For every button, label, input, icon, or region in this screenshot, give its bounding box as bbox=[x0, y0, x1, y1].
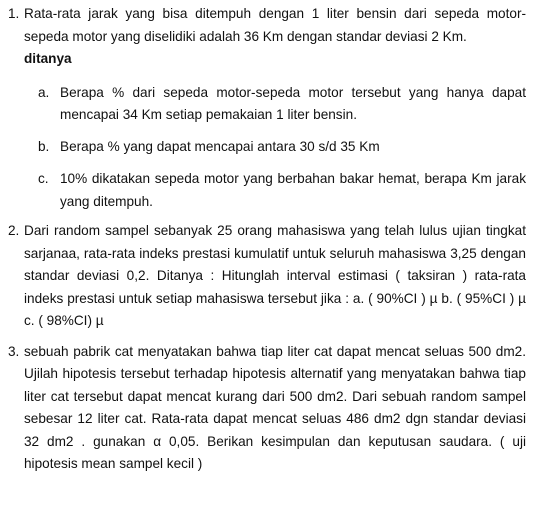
question-text: Rata-rata jarak yang bisa ditempuh dengan 1 liter bensin dari sepeda motor-sepeda motor yang diselidiki adalah 36 Km dengan standar deviasi 2 Km. bbox=[24, 6, 526, 44]
ditanya-label: ditanya bbox=[24, 51, 72, 66]
sub-question-letter: a. bbox=[38, 84, 50, 100]
sub-question-letter: b. bbox=[38, 138, 50, 154]
sub-question-text: Berapa % yang dapat mencapai antara 30 s/d 35 Km bbox=[60, 138, 380, 154]
question-1 bbox=[8, 3, 526, 213]
sub-question-b bbox=[24, 136, 526, 159]
sub-question-a bbox=[24, 82, 526, 127]
sub-question-c bbox=[24, 168, 526, 213]
sub-question-letter: c. bbox=[38, 171, 49, 186]
question-3 bbox=[8, 341, 526, 476]
question-number: 3. bbox=[8, 343, 20, 359]
question-2 bbox=[8, 220, 526, 333]
sub-question-text: Berapa % dari sepeda motor-sepeda motor tersebut yang hanya dapat mencapai 34 Km setiap pemakaian 1 liter bensin. bbox=[60, 84, 526, 122]
question-text: sebuah pabrik cat menyatakan bahwa tiap liter cat dapat mencat seluas 500 dm2. Ujilah hipotesis tersebut terhadap hipotesis alternatif yang menyatakan bahwa tiap liter cat tersebut dapat mencat kurang dari 500 dm2. Dari sebuah random sampel sebesar 12 liter cat. Rata-rata dapat mencat seluas 486 dm2 dgn standar deviasi 32 dm2 . gunakan α 0,05. Berikan kesimpulan dan keputusan saudara. ( uji hipotesis mean sampel kecil ) bbox=[24, 343, 526, 471]
sub-question-text: 10% dikatakan sepeda motor yang berbahan bakar hemat, berapa Km jarak yang ditempuh. bbox=[60, 171, 526, 209]
question-number: 2. bbox=[8, 223, 20, 238]
question-number: 1. bbox=[8, 6, 20, 21]
question-text: Dari random sampel sebanyak 25 orang mahasiswa yang telah lulus ujian tingkat sarjanaa, rata-rata indeks prestasi kumulatif untuk seluruh mahasiswa 3,25 dengan standar deviasi 0,2. Ditanya : Hitunglah interval estimasi ( taksiran ) rata-rata indeks prestasi untuk setiap mahasiswa tersebut jika : a. ( 90%CI ) µ b. ( 95%CI ) µ c. ( 98%CI) µ bbox=[24, 223, 526, 328]
